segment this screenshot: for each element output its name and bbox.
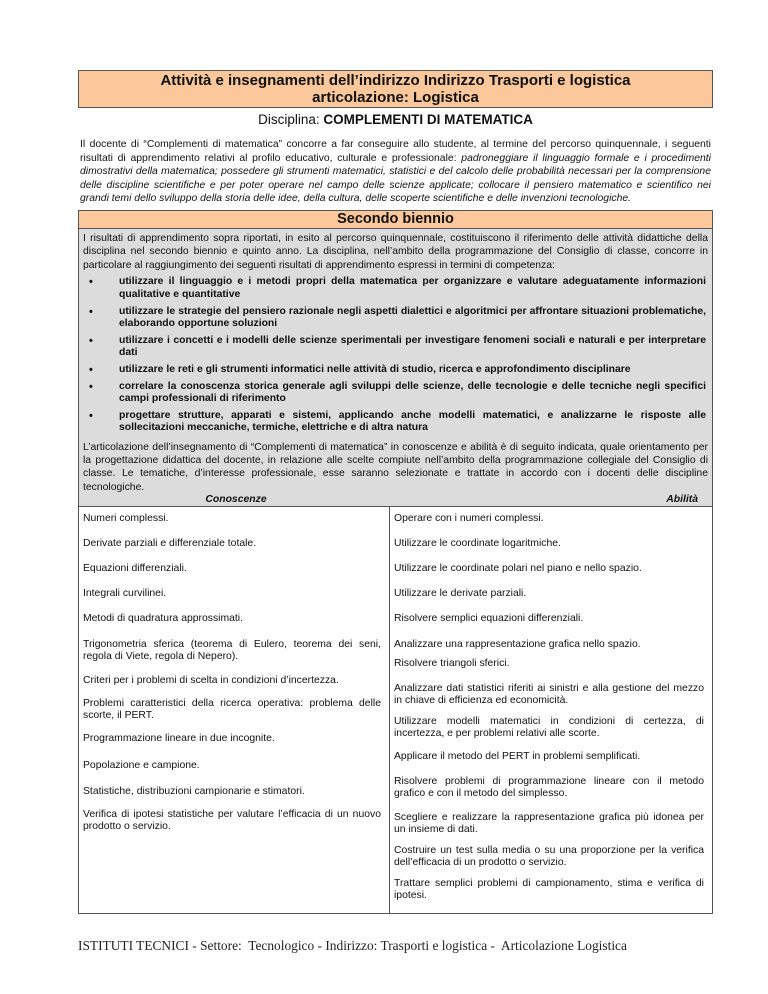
bullet-icon: • bbox=[89, 276, 93, 289]
table-cell: Verifica di ipotesi statistiche per valutare l’efficacia di un nuovo prodotto o servizio. bbox=[83, 808, 381, 833]
document-page bbox=[78, 70, 713, 914]
intro-italic-text: padroneggiare il linguaggio formale e i procedimenti dimostrativi della matematica; possedere gli strumenti matematici, statistici e del calcolo delle probabilità necessari per la comprensione delle discipline scientifiche e per poter operare nel campo delle scienze applicate; collocare il pensiero matematico e scientifico nei grandi temi dello sviluppo della storia delle idee, della cultura, delle scoperte scientifiche e delle invenzioni tecnologiche. bbox=[80, 152, 711, 205]
section-header: Secondo biennio bbox=[79, 211, 712, 229]
intro-paragraph bbox=[80, 138, 711, 206]
intro-text: Il docente di “Complementi di matematica” concorre a far conseguire allo studente, al termine del percorso quinquennale, i seguenti risultati di apprendimento relativi al profilo educativo, culturale e professionale: bbox=[80, 139, 711, 164]
table-cell: Risolvere problemi di programmazione lineare con il metodo grafico e con il metodo del simplesso. bbox=[394, 775, 704, 800]
table-cell: Scegliere e realizzare la rappresentazione grafica più idonea per un insieme di dati. bbox=[394, 811, 704, 836]
table-cell: Utilizzare le coordinate polari nel piano e nello spazio. bbox=[394, 562, 642, 574]
bullet-icon: • bbox=[89, 305, 93, 318]
table-cell: Risolvere semplici equazioni differenziali. bbox=[394, 612, 584, 624]
list-item bbox=[89, 409, 706, 435]
table-cell: Integrali curvilinei. bbox=[83, 587, 167, 599]
table-cell: Trattare semplici problemi di campionamento, stima e verifica di ipotesi. bbox=[394, 877, 704, 902]
secondo-biennio-box bbox=[78, 210, 713, 914]
table-cell: Utilizzare le coordinate logaritmiche. bbox=[394, 537, 561, 549]
table-cell: Programmazione lineare in due incognite. bbox=[83, 732, 275, 744]
table-cell: Metodi di quadratura approssimati. bbox=[83, 612, 243, 624]
competenza-text: utilizzare le strategie del pensiero razionale negli aspetti dialettici e algoritmici per affrontare situazioni problematiche, elaborando opportune soluzioni bbox=[119, 305, 706, 330]
list-item bbox=[89, 334, 706, 360]
competenza-text: utilizzare i concetti e i modelli delle scienze sperimentali per investigare fenomeni sociali e naturali e per interpretare dati bbox=[119, 334, 706, 359]
conoscenze-header: Conoscenze bbox=[205, 493, 267, 505]
abilita-column bbox=[390, 507, 712, 913]
table-cell: Derivate parziali e differenziale totale. bbox=[83, 537, 257, 549]
title-line-2: articolazione: Logistica bbox=[312, 89, 479, 106]
table-cell: Problemi caratteristici della ricerca operativa: problema delle scorte, il PERT. bbox=[83, 697, 381, 722]
competenze-list bbox=[79, 276, 712, 435]
table-cell: Numeri complessi. bbox=[83, 512, 169, 524]
table-cell: Analizzare una rappresentazione grafica nello spazio. bbox=[394, 638, 641, 650]
list-item bbox=[89, 364, 706, 377]
table-cell: Operare con i numeri complessi. bbox=[394, 512, 544, 524]
table-cell: Popolazione e campione. bbox=[83, 759, 200, 771]
competenza-text: utilizzare il linguaggio e i metodi propri della matematica per organizzare e valutare adeguatamente informazioni qualitative e quantitative bbox=[119, 276, 706, 301]
bullet-icon: • bbox=[89, 380, 93, 393]
bullet-icon: • bbox=[89, 409, 93, 422]
page-footer: ISTITUTI TECNICI - Settore: Tecnologico - Indirizzo: Trasporti e logistica - Articolazione Logistica bbox=[78, 938, 627, 953]
table-cell: Statistiche, distribuzioni campionarie e stimatori. bbox=[83, 785, 305, 797]
abilita-header: Abilità bbox=[666, 493, 698, 505]
bullet-icon: • bbox=[89, 334, 93, 347]
conoscenze-column bbox=[79, 507, 390, 913]
table-cell: Costruire un test sulla media o su una proporzione per la verifica dell’efficacia di un prodotto o servizio. bbox=[394, 844, 704, 869]
disciplina-line bbox=[78, 111, 713, 128]
list-item bbox=[89, 305, 706, 331]
conoscenze-abilita-table bbox=[79, 506, 712, 913]
list-item bbox=[89, 276, 706, 301]
table-cell: Equazioni differenziali. bbox=[83, 562, 187, 574]
list-item bbox=[89, 380, 706, 406]
page-title bbox=[78, 70, 713, 108]
competenza-text: utilizzare le reti e gli strumenti informatici nelle attività di studio, ricerca e approfondimento disciplinare bbox=[119, 364, 631, 376]
disciplina-label: Disciplina: bbox=[258, 112, 324, 127]
table-cell: Utilizzare modelli matematici in condizioni di certezza, di incertezza, e per problemi relativi alle scorte. bbox=[394, 715, 704, 740]
table-cell: Utilizzare le derivate parziali. bbox=[394, 587, 527, 599]
competenza-text: progettare strutture, apparati e sistemi, applicando anche modelli matematici, e analizzarne le risposte alle sollecitazioni meccaniche, termiche, elettriche e di altra natura bbox=[119, 409, 706, 434]
disciplina-name: COMPLEMENTI DI MATEMATICA bbox=[323, 112, 533, 127]
table-cell: Applicare il metodo del PERT in problemi semplificati. bbox=[394, 750, 641, 762]
table-cell: Analizzare dati statistici riferiti ai sinistri e alla gestione del mezzo in chiave di efficienza ed economicità. bbox=[394, 682, 704, 707]
section-paragraph-2: L’articolazione dell’insegnamento di “Complementi di matematica” in conoscenze e abilità è di seguito indicata, quale orientamento per la progettazione didattica del docente, in relazione alle scelte compiute nell’ambito della programmazione collegiale del Consiglio di classe. Le tematiche, d’interesse professionale, esse saranno selezionate e trattate in accordo con i docenti delle discipline tecnologiche. bbox=[83, 442, 708, 493]
section-paragraph-1: I risultati di apprendimento sopra riportati, in esito al percorso quinquennale, costituiscono il riferimento delle attività didattiche della disciplina nel secondo biennio e quinto anno. La disciplina, nell’ambito della programmazione del Consiglio di classe, concorre in particolare al raggiungimento dei seguenti risultati di apprendimento espressi in termini di competenza: bbox=[83, 232, 708, 271]
table-cell: Risolvere triangoli sferici. bbox=[394, 657, 510, 669]
table-cell: Trigonometria sferica (teorema di Eulero, teorema dei seni, regola di Viete, regola di Nepero). bbox=[83, 638, 381, 663]
bullet-icon: • bbox=[89, 364, 93, 377]
table-header bbox=[79, 494, 712, 506]
table-cell: Criteri per i problemi di scelta in condizioni d’incertezza. bbox=[83, 674, 339, 686]
competenza-text: correlare la conoscenza storica generale agli sviluppi delle scienze, delle tecnologie e delle tecniche negli specifici campi professionali di riferimento bbox=[119, 380, 706, 405]
title-line-1: Attività e insegnamenti dell’indirizzo Indirizzo Trasporti e logistica bbox=[160, 72, 631, 89]
